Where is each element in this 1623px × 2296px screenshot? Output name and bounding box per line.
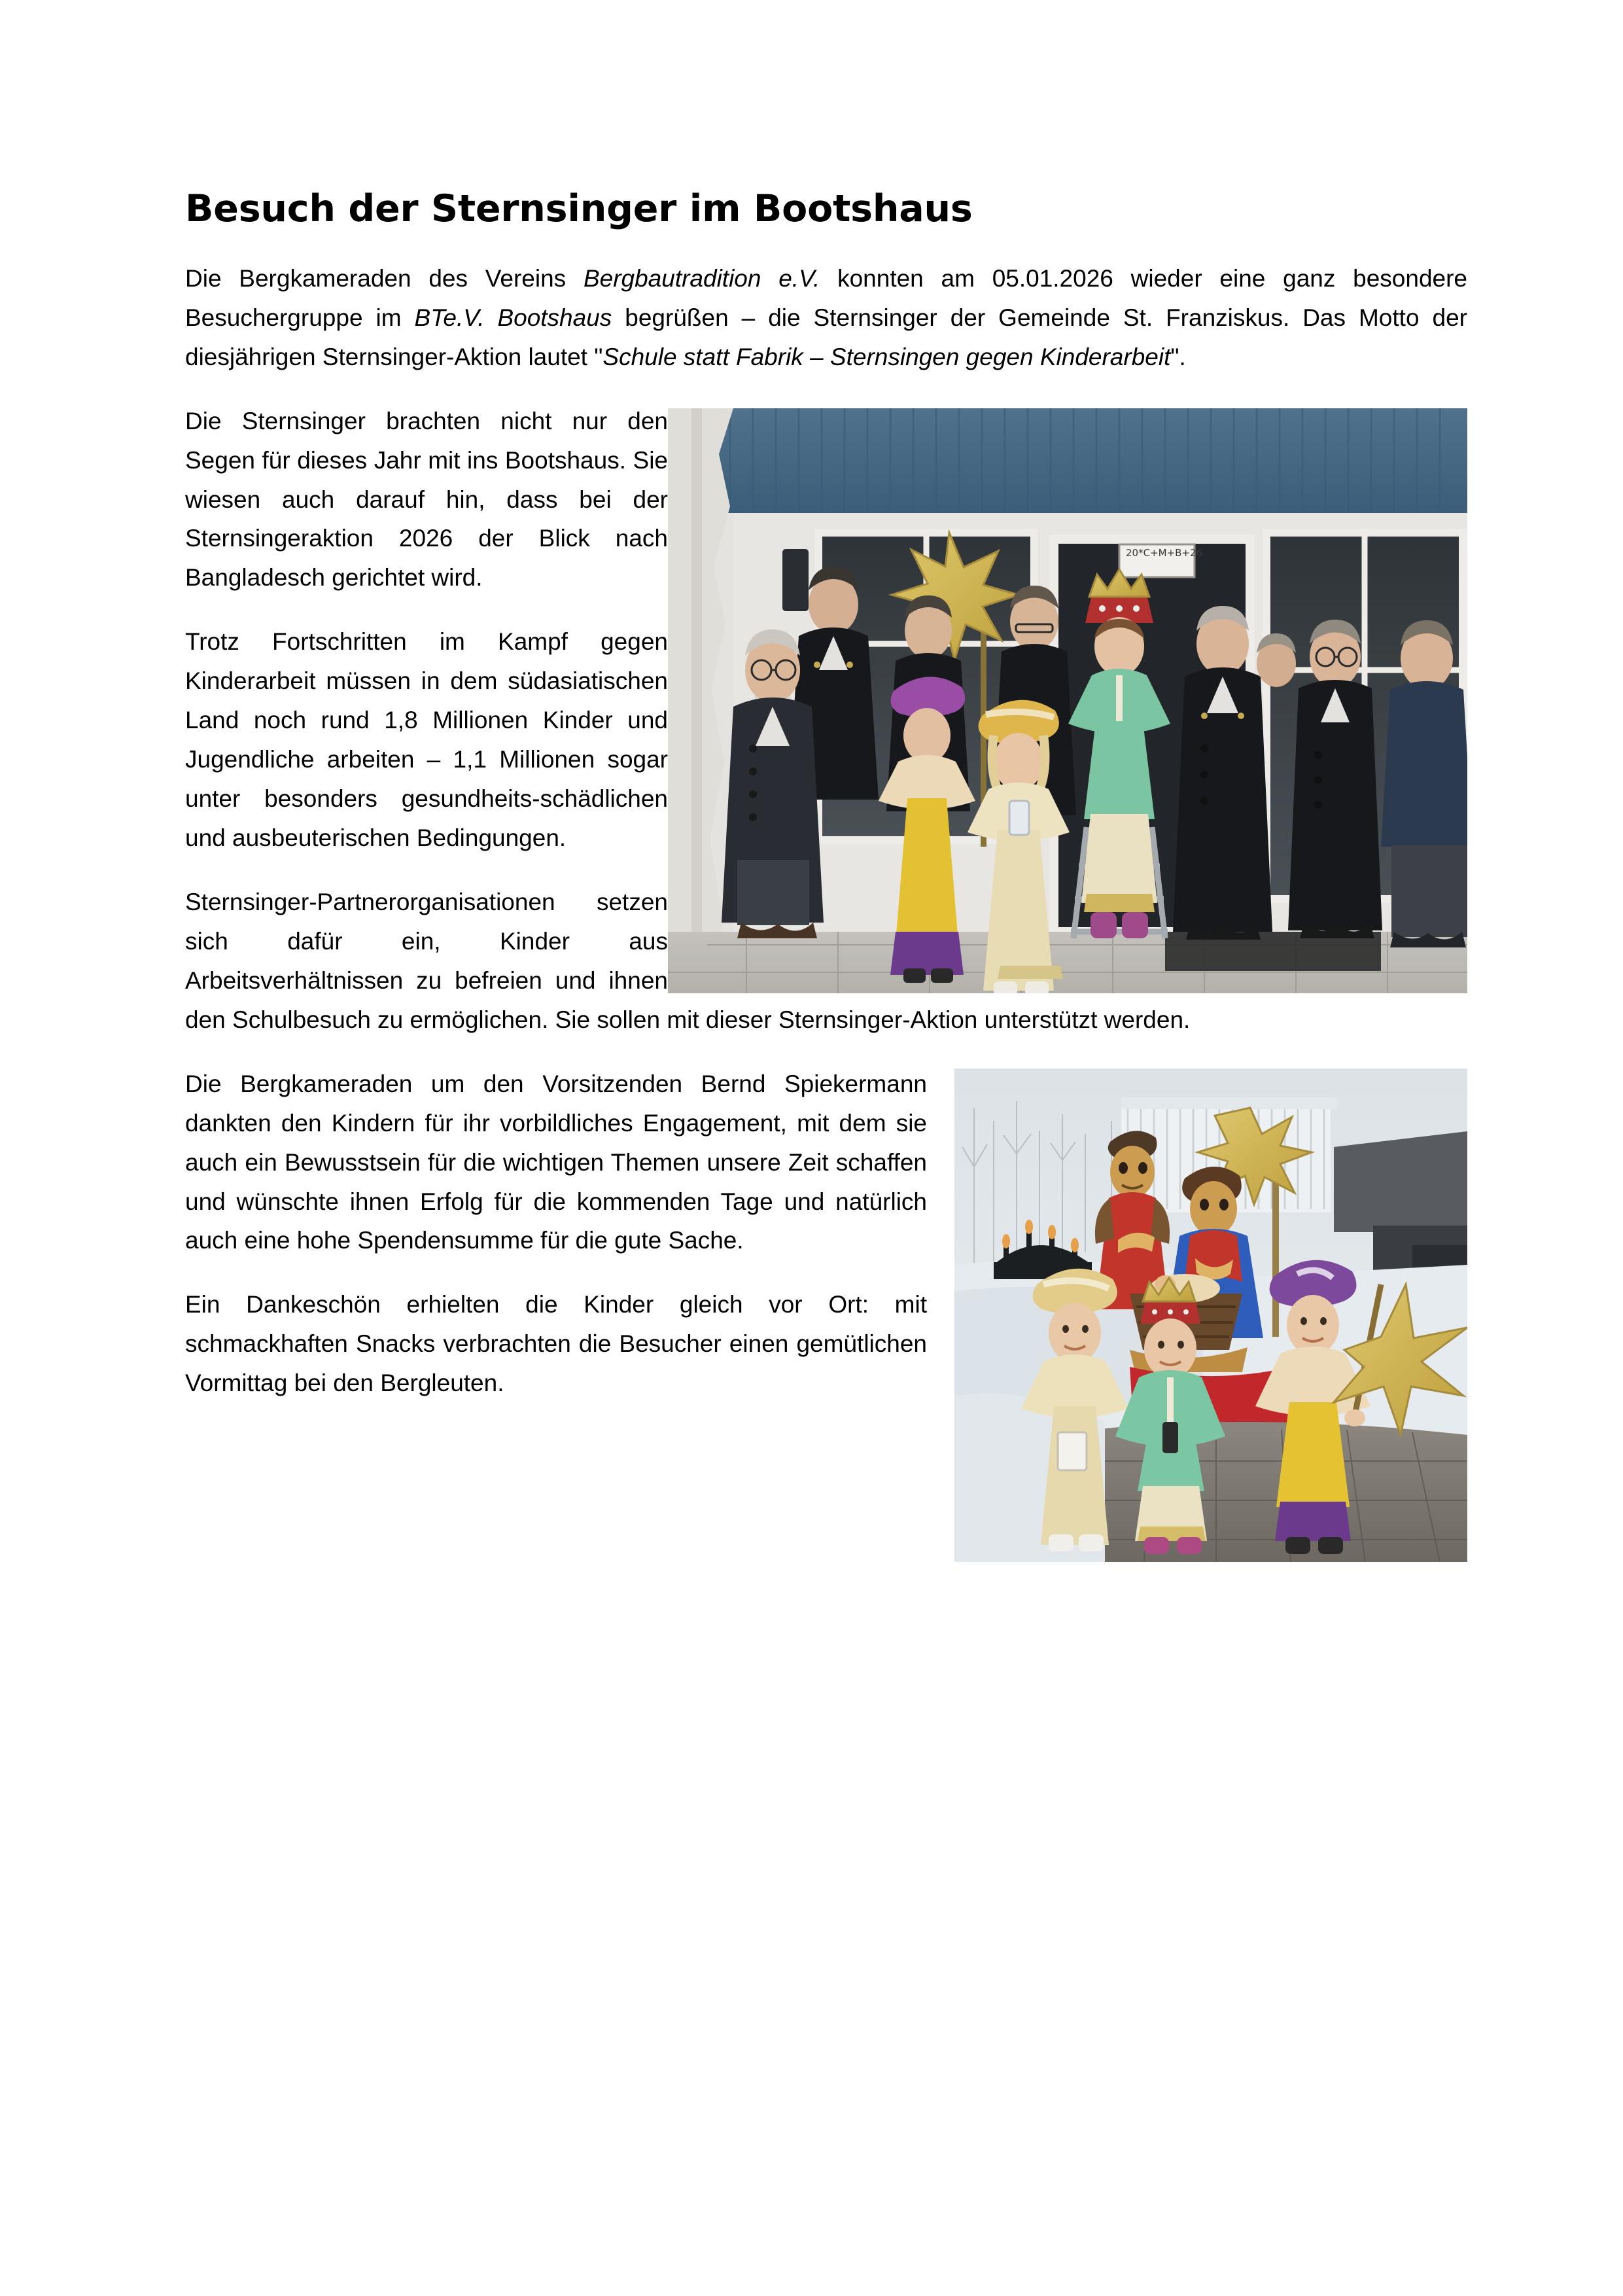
paragraph-snacks-closing: Ein Dankeschön erhielten die Kinder gleich vor Ort: mit schmackhaften Snacks verbrachten die Besucher einen gemütlichen Vormittag bei den Bergleuten. — [185, 1291, 927, 1397]
emphasis-bootshaus: BTe.V. Bootshaus — [414, 304, 612, 331]
paragraph-blessing: Die Sternsinger brachten nicht nur den Segen für dieses Jahr mit ins Bootshaus. Sie wiesen auch darauf hin, dass bei der Sternsingeraktion 2026 der Blick nach Bangladesch gerichtet wird. — [185, 407, 668, 592]
paragraph-intro-part4: ". — [1170, 343, 1186, 370]
sternsinger-krippe-photo — [954, 1069, 1467, 1562]
paragraph-partner-organisations: Sternsinger-Partnerorganisationen setzen sich dafür ein, Kinder aus Arbeitsverhältnissen zu befreien und ihnen den Schulbesuch zu ermöglichen. Sie sollen mit dieser Sternsinger-Aktion unterstützt werden. — [185, 888, 1191, 1033]
svg-text:20*C+M+B+26: 20*C+M+B+26 — [1126, 546, 1203, 559]
group-photo-bootshaus — [668, 408, 1467, 993]
paragraph-intro-part2: konnten am 05.01.2026 wieder eine ganz besondere Besuchergruppe im — [185, 264, 1468, 331]
emphasis-motto: Schule statt Fabrik – Sternsingen gegen Kinderarbeit — [602, 343, 1171, 370]
paragraph-intro-part1: Die Bergkameraden des Vereins — [185, 264, 584, 292]
emphasis-verein-name: Bergbautradition e.V. — [583, 264, 820, 292]
page-title: Besuch der Sternsinger im Bootshaus — [185, 187, 973, 230]
article-content — [185, 188, 1467, 1571]
paragraph-intro — [185, 259, 1467, 377]
paragraph-thanks-chairman: Die Bergkameraden um den Vorsitzenden Bernd Spiekermann dankten den Kindern für ihr vorbildliches Engagement, mit dem sie auch ein Bewusstsein für die wichtigen Themen unsere Zeit schaffen und wünschte ihnen Erfolg für die kommenden Tage und natürlich auch eine hohe Spendensumme für die gute Sache. — [185, 1070, 927, 1254]
paragraph-child-labour-facts: Trotz Fortschritten im Kampf gegen Kinderarbeit müssen in dem südasiatischen Land noch rund 1,8 Millionen Kinder und Jugendliche arbeiten – 1,1 Millionen sogar unter besonders gesundheits-schädlichen und ausbeuterischen Bedingungen. — [185, 628, 668, 852]
paragraph-intro-part3: begrüßen – die Sternsinger der Gemeinde St. Franziskus. Das Motto der diesjährigen Sternsinger-Aktion lautet " — [185, 304, 1467, 370]
